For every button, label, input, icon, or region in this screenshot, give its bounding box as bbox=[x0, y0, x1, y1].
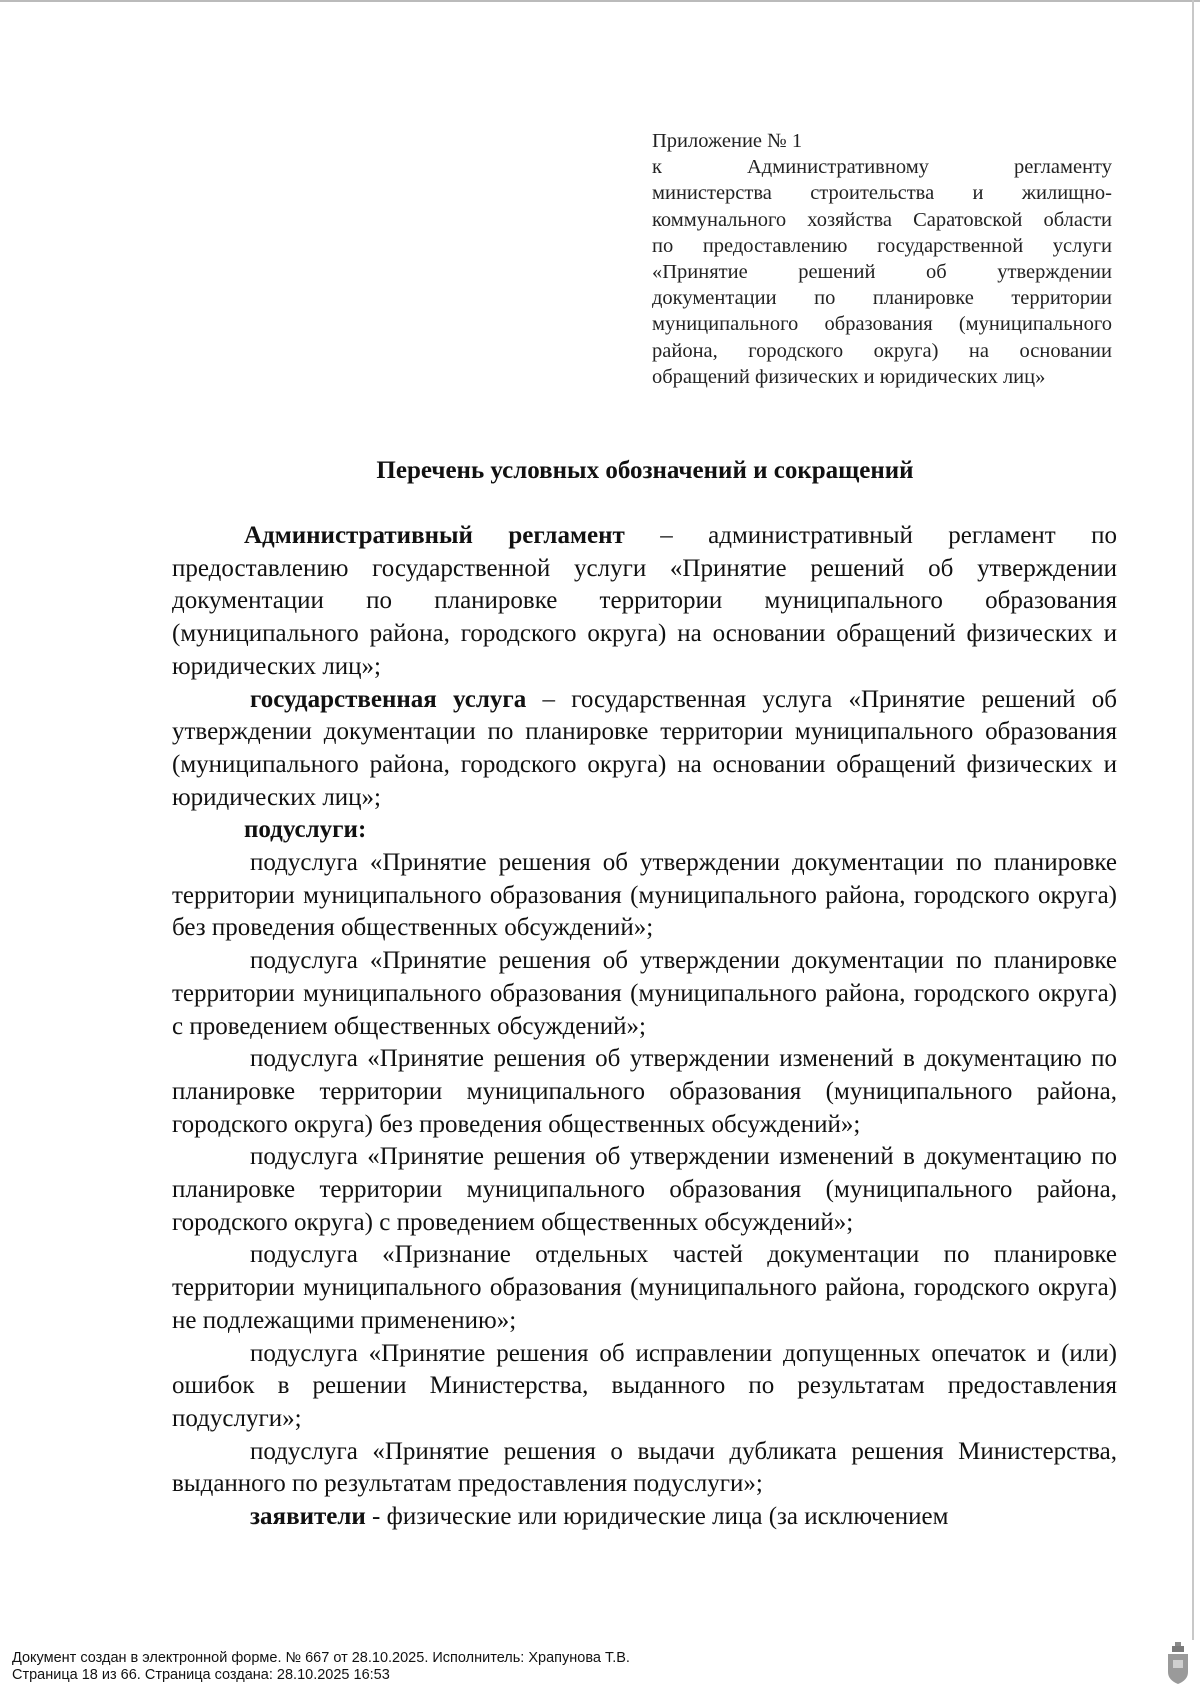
definition: подуслуга «Принятие решения об утверждении изменений в документацию по планировке территории муниципального образования (муниципального района, городского округа) с проведением общественных обсуждений»; bbox=[172, 1143, 1117, 1236]
appendix-line: к Административному регламенту bbox=[652, 156, 1112, 179]
appendix-line: по предоставлению государственной услуги bbox=[652, 234, 1112, 257]
definition: - физические или юридические лица (за исключением bbox=[365, 1503, 949, 1531]
document-title: Перечень условных обозначений и сокращений bbox=[376, 457, 914, 484]
paragraph-state-service bbox=[172, 684, 1117, 815]
paragraph-subservice bbox=[172, 1043, 1117, 1141]
paragraph-applicants bbox=[172, 1501, 1117, 1534]
appendix-line: министерства строительства и жилищно- bbox=[652, 182, 1112, 205]
footer-line-creation: Документ создан в электронной форме. № 667 от 28.10.2025. Исполнитель: Храпунова Т.В. bbox=[12, 1650, 630, 1666]
paragraph-subservice bbox=[172, 1141, 1117, 1239]
paragraph-admin-regulation bbox=[172, 520, 1117, 684]
term: государственная услуга bbox=[250, 685, 527, 713]
appendix-line: «Принятие решений об утверждении bbox=[652, 261, 1112, 284]
term: подуслуги: bbox=[244, 816, 367, 844]
definition: подуслуга «Принятие решения о выдачи дубликата решения Министерства, выданного по результатам предоставления подуслуги»; bbox=[172, 1437, 1117, 1498]
term: заявители bbox=[250, 1503, 366, 1531]
paragraph-subservice bbox=[172, 1239, 1117, 1337]
appendix-line: Приложение № 1 bbox=[652, 130, 803, 152]
coat-of-arms-icon bbox=[1162, 1640, 1194, 1690]
definition: подуслуга «Принятие решения об утверждении изменений в документацию по планировке территории муниципального образования (муниципального района, городского округа) без проведения общественных обсуждений»; bbox=[172, 1045, 1117, 1138]
paragraph-subservice bbox=[172, 945, 1117, 1043]
document-footer bbox=[12, 1650, 630, 1684]
definition: подуслуга «Принятие решения об утверждении документации по планировке территории муниципального образования (муниципального района, городского округа) без проведения общественных обсуждений»; bbox=[172, 849, 1117, 942]
definition: подуслуга «Принятие решения об утверждении документации по планировке территории муниципального образования (муниципального района, городского округа) с проведением общественных обсуждений»; bbox=[172, 947, 1117, 1040]
right-border-line bbox=[1192, 0, 1194, 1640]
appendix-line: обращений физических и юридических лиц» bbox=[652, 365, 1046, 388]
paragraph-subservice bbox=[172, 1338, 1117, 1436]
footer-line-page: Страница 18 из 66. Страница создана: 28.10.2025 16:53 bbox=[12, 1667, 390, 1683]
appendix-line: района, городского округа) на основании bbox=[652, 339, 1112, 362]
term: Административный регламент bbox=[244, 522, 625, 549]
definition: подуслуга «Признание отдельных частей документации по планировке территории муниципального образования (муниципального района, городского округа) не подлежащими применению»; bbox=[172, 1241, 1117, 1334]
paragraph-subservice bbox=[172, 847, 1117, 945]
appendix-line: документации по планировке территории bbox=[652, 287, 1112, 310]
appendix-line: коммунального хозяйства Саратовской области bbox=[652, 208, 1112, 231]
appendix-line: муниципального образования (муниципального bbox=[652, 313, 1112, 336]
paragraph-subservices-heading bbox=[172, 814, 1117, 847]
document-body bbox=[172, 520, 1117, 1534]
definition: подуслуга «Принятие решения об исправлении допущенных опечаток и (или) ошибок в решении Министерства, выданного по результатам предоставления подуслуги»; bbox=[172, 1339, 1117, 1432]
top-border-line bbox=[0, 0, 1200, 2]
definition: – государственная услуга «Принятие решений об утверждении документации по планировке территории муниципального образования (муниципального района, городского округа) на основании обращений физических и юридических лиц»; bbox=[172, 685, 1117, 811]
paragraph-subservice bbox=[172, 1436, 1117, 1501]
appendix-header bbox=[652, 128, 1112, 390]
definition: – административный регламент по предоставлению государственной услуги «Принятие решений об утверждении документации по планировке территории муниципального образования (муниципального района, городского округа) на основании обращений физических и юридических лиц»; bbox=[172, 522, 1118, 680]
